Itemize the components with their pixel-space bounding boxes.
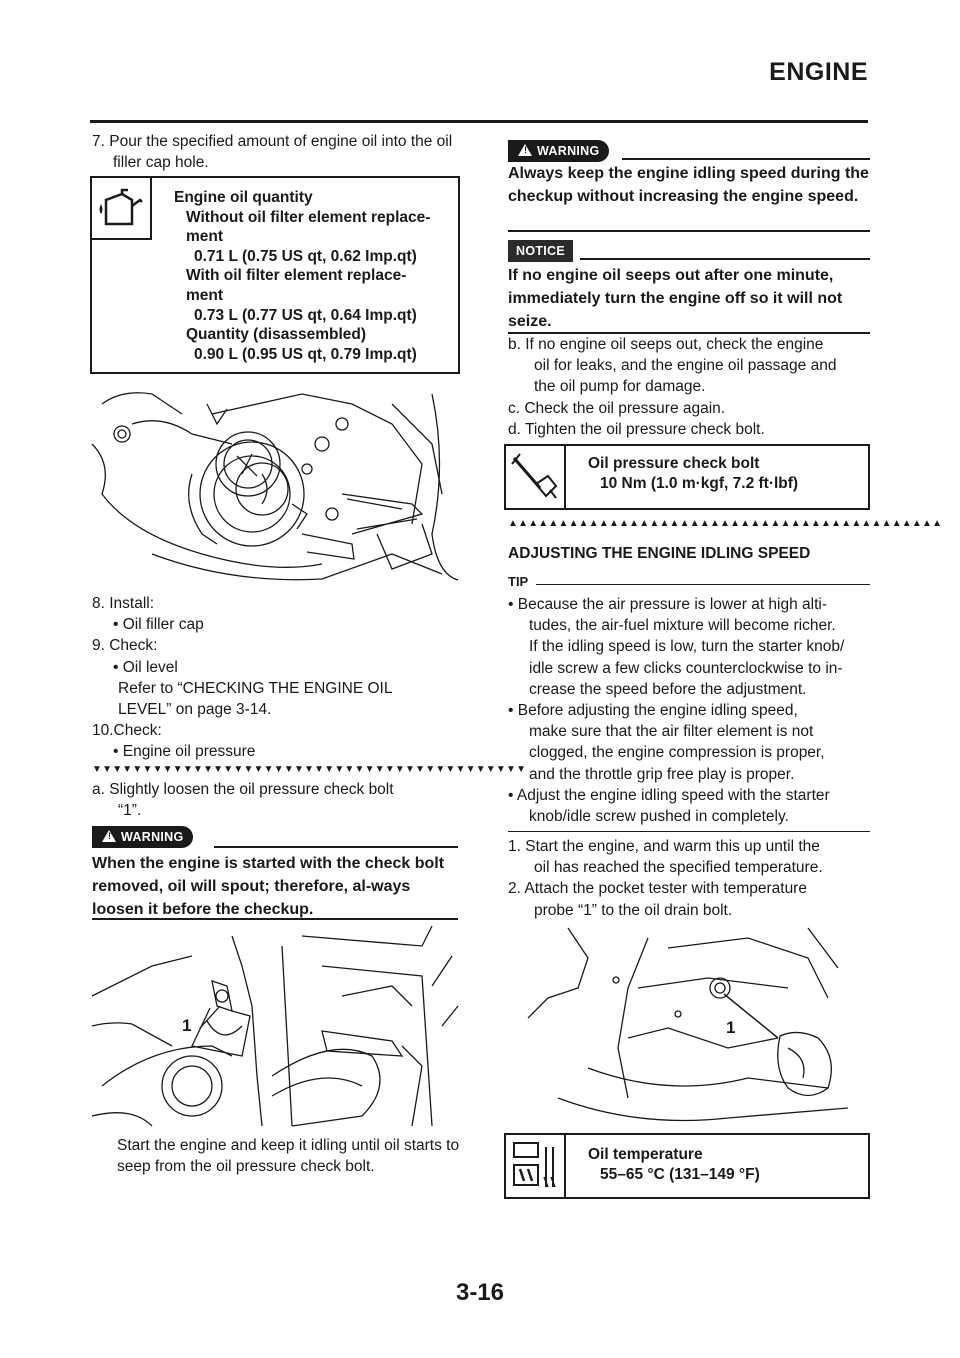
tip-item-line: • Before adjusting the engine idling speed, bbox=[508, 702, 798, 720]
callout-1: 1 bbox=[726, 1018, 736, 1037]
notice-text: If no engine oil seeps out after one minute, immediately turn the engine off so it will not seize. bbox=[508, 267, 843, 330]
section-heading: ADJUSTING THE ENGINE IDLING SPEED bbox=[508, 545, 811, 562]
tip-item-line: and the throttle grip free play is proper. bbox=[529, 765, 795, 783]
oil-can-icon bbox=[92, 178, 152, 240]
tip-item-line: If the idling speed is low, turn the starter knob/ bbox=[529, 638, 845, 656]
spec-line: ment bbox=[186, 286, 224, 304]
spec-line: Without oil filter element replace- bbox=[186, 208, 431, 226]
warning-badge: ! WARNING bbox=[92, 826, 193, 848]
notice-badge: NOTICE bbox=[508, 240, 573, 262]
spec-line: 0.71 L (0.75 US qt, 0.62 Imp.qt) bbox=[194, 247, 417, 265]
tip-item-line: clogged, the engine compression is proper, bbox=[529, 744, 825, 762]
header-rule bbox=[90, 120, 868, 123]
tip-item-line: knob/idle screw pushed in completely. bbox=[529, 808, 789, 826]
oil-pressure-bolt-illustration bbox=[92, 926, 458, 1126]
temperature-probe-illustration bbox=[528, 928, 848, 1128]
steps-b-d: b. If no engine oil seeps out, check the engine oil for leaks, and the engine oil passage and the oil pump for damage. c. Check the oil pressure again. d. Tighten the oil pressure check bolt. bbox=[508, 336, 837, 438]
tip-header: TIP bbox=[508, 574, 870, 590]
spec-box-oil-pressure-check-bolt bbox=[504, 444, 870, 510]
warning-header-2 bbox=[508, 140, 870, 164]
notice-header bbox=[508, 240, 870, 264]
callout-1: 1 bbox=[182, 1016, 192, 1035]
page-number: 3-16 bbox=[455, 1279, 505, 1306]
tip-item-line: • Because the air pressure is lower at high alti- bbox=[508, 596, 828, 613]
warning-badge: ! WARNING bbox=[508, 140, 609, 162]
step-7: 7. Pour the specified amount of engine oil into the oil filler cap hole. bbox=[92, 133, 453, 171]
tip-item-line: make sure that the air filter element is not bbox=[529, 723, 814, 741]
spec-title: Engine oil quantity bbox=[174, 189, 313, 206]
spec-text: Oil temperature 55–65 °C (131–149 °F) bbox=[588, 1146, 760, 1183]
warning-triangle-icon: ! bbox=[518, 144, 532, 156]
procedure-start-marker: ▼▼▼▼▼▼▼▼▼▼▼▼▼▼▼▼▼▼▼▼▼▼▼▼▼▼▼▼▼▼▼▼▼▼▼▼▼▼▼▼▼▼▼ bbox=[92, 764, 527, 775]
page-header bbox=[90, 58, 868, 98]
tip-item-line: idle screw a few clicks counterclockwise to in- bbox=[529, 659, 843, 677]
thermometer-icon bbox=[506, 1135, 566, 1197]
tip-item-line: tudes, the air-fuel mixture will become richer. bbox=[529, 617, 836, 635]
warning-text-2: Always keep the engine idling speed during the checkup without increasing the engine speed. bbox=[508, 165, 869, 205]
torque-wrench-icon bbox=[506, 446, 566, 508]
spec-text bbox=[174, 188, 454, 364]
warning-header-1 bbox=[92, 826, 458, 850]
spec-box-oil-temperature bbox=[504, 1133, 870, 1199]
spec-line: Quantity (disassembled) bbox=[186, 326, 367, 344]
spec-line: ment bbox=[186, 228, 224, 246]
spec-box-engine-oil-quantity bbox=[90, 176, 460, 374]
start-engine-text: Start the engine and keep it idling until oil starts to seep from the oil pressure check bolt. bbox=[117, 1137, 460, 1175]
spec-line: With oil filter element replace- bbox=[186, 267, 407, 285]
warning-text-1: When the engine is started with the check bolt removed, oil will spout; therefore, al-ways loosen it before the checkup. bbox=[92, 855, 445, 918]
warning-triangle-icon: ! bbox=[102, 830, 116, 842]
procedure-end-marker: ▲▲▲▲▲▲▲▲▲▲▲▲▲▲▲▲▲▲▲▲▲▲▲▲▲▲▲▲▲▲▲▲▲▲▲▲▲▲▲▲▲▲▲ bbox=[508, 518, 943, 529]
tip-list bbox=[508, 594, 870, 827]
steps-1-2: 1. Start the engine, and warm this up until the oil has reached the specified temperature. 2. Attach the pocket tester with temperature probe “1” to the oil drain bolt. bbox=[508, 838, 823, 919]
section-title: ENGINE bbox=[769, 58, 868, 86]
tip-item-line: crease the speed before the adjustment. bbox=[529, 680, 807, 698]
spec-line: 0.90 L (0.95 US qt, 0.79 Imp.qt) bbox=[194, 345, 417, 363]
engine-oil-filler-illustration bbox=[92, 384, 458, 584]
step-a: a. Slightly loosen the oil pressure check bolt “1”. bbox=[92, 781, 394, 819]
spec-line: 0.73 L (0.77 US qt, 0.64 Imp.qt) bbox=[194, 306, 417, 324]
steps-8-10: 8. Install: • Oil filler cap 9. Check: • Oil level Refer to “CHECKING THE ENGINE OIL LEVEL” on page 3-14. 10.Check: • Engine oil pressure bbox=[92, 595, 393, 761]
tip-item-line: • Adjust the engine idling speed with the starter bbox=[508, 786, 830, 804]
spec-text: Oil pressure check bolt 10 Nm (1.0 m·kgf, 7.2 ft·lbf) bbox=[588, 455, 799, 492]
